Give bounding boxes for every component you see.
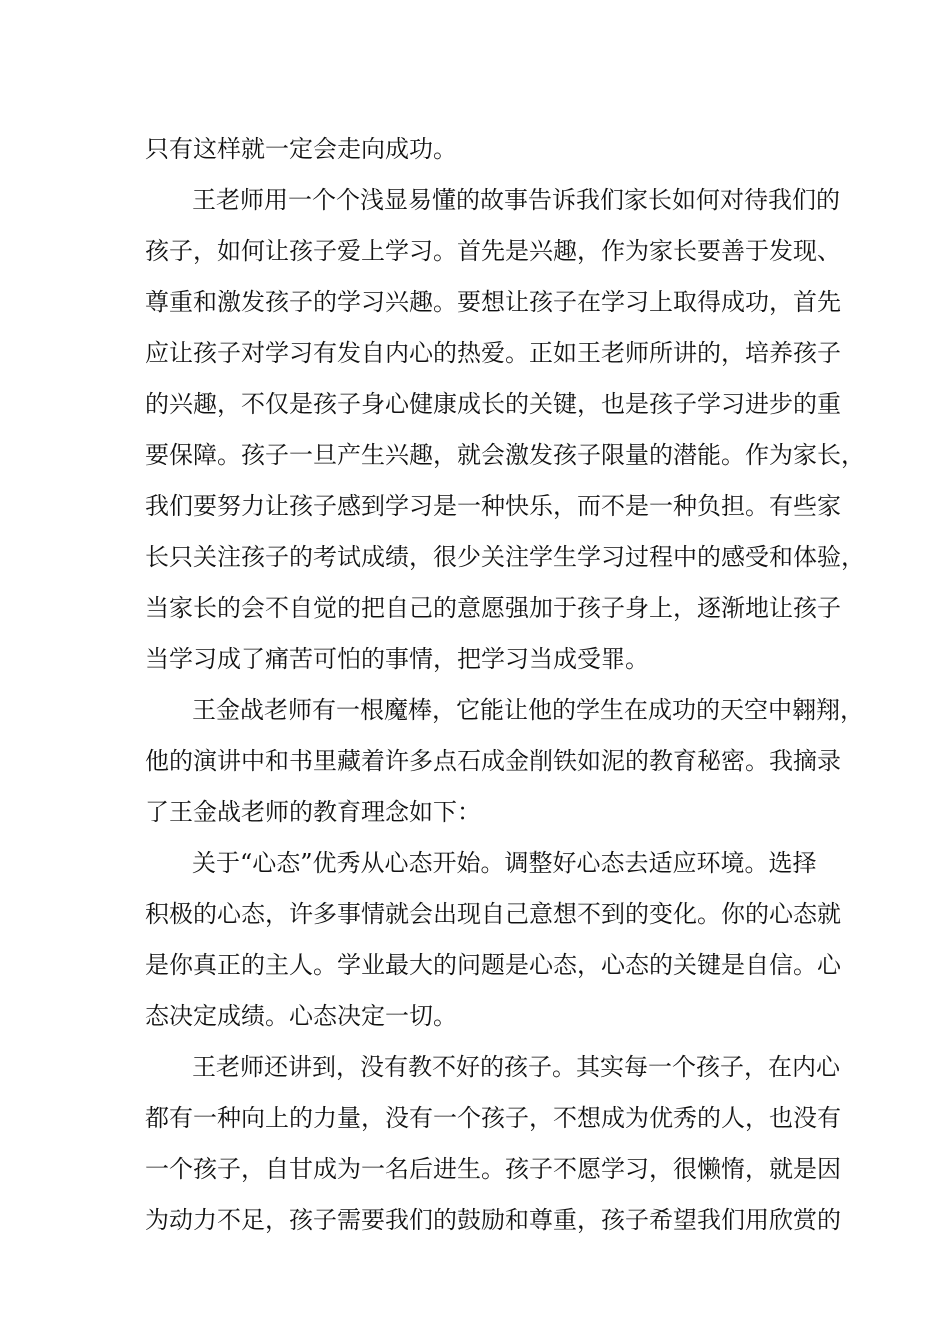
paragraph-line: 王老师用一个个浅显易懂的故事告诉我们家长如何对待我们的: [192, 186, 840, 214]
paragraph-line: 孩子，如何让孩子爱上学习。首先是兴趣，作为家长要善于发现、: [145, 237, 841, 265]
paragraph-line: 的兴趣，不仅是孩子身心健康成长的关键，也是孩子学习进步的重: [145, 390, 841, 418]
paragraph-line: 态决定成绩。心态决定一切。: [145, 1002, 457, 1030]
paragraph-line: 关于“心态”优秀从心态开始。调整好心态去适应环境。选择: [192, 849, 817, 877]
paragraph-line: 了王金战老师的教育理念如下：: [145, 798, 481, 826]
paragraph-line: 积极的心态，许多事情就会出现自己意想不到的变化。你的心态就: [145, 900, 841, 928]
paragraph-line: 当学习成了痛苦可怕的事情，把学习当成受罪。: [145, 645, 649, 673]
paragraph-line: 只有这样就一定会走向成功。: [145, 135, 457, 163]
paragraph-line: 王老师还讲到，没有教不好的孩子。其实每一个孩子，在内心: [192, 1053, 840, 1081]
paragraph-line: 应让孩子对学习有发自内心的热爱。正如王老师所讲的，培养孩子: [145, 339, 841, 367]
paragraph-line: 要保障。孩子一旦产生兴趣，就会激发孩子限量的潜能。作为家长，: [145, 441, 865, 469]
paragraph-line: 都有一种向上的力量，没有一个孩子，不想成为优秀的人，也没有: [145, 1104, 841, 1132]
paragraph-line: 长只关注孩子的考试成绩，很少关注学生学习过程中的感受和体验，: [145, 543, 865, 571]
paragraph-line: 他的演讲中和书里藏着许多点石成金削铁如泥的教育秘密。我摘录: [145, 747, 841, 775]
paragraph-line: 是你真正的主人。学业最大的问题是心态，心态的关键是自信。心: [145, 951, 841, 979]
paragraph-line: 为动力不足，孩子需要我们的鼓励和尊重，孩子希望我们用欣赏的: [145, 1206, 841, 1234]
paragraph-line: 一个孩子，自甘成为一名后进生。孩子不愿学习，很懒惰，就是因: [145, 1155, 841, 1183]
paragraph-line: 尊重和激发孩子的学习兴趣。要想让孩子在学习上取得成功，首先: [145, 288, 841, 316]
paragraph-line: 当家长的会不自觉的把自己的意愿强加于孩子身上，逐渐地让孩子: [145, 594, 841, 622]
paragraph-line: 王金战老师有一根魔棒，它能让他的学生在成功的天空中翱翔，: [192, 696, 864, 724]
paragraph-line: 我们要努力让孩子感到学习是一种快乐，而不是一种负担。有些家: [145, 492, 841, 520]
